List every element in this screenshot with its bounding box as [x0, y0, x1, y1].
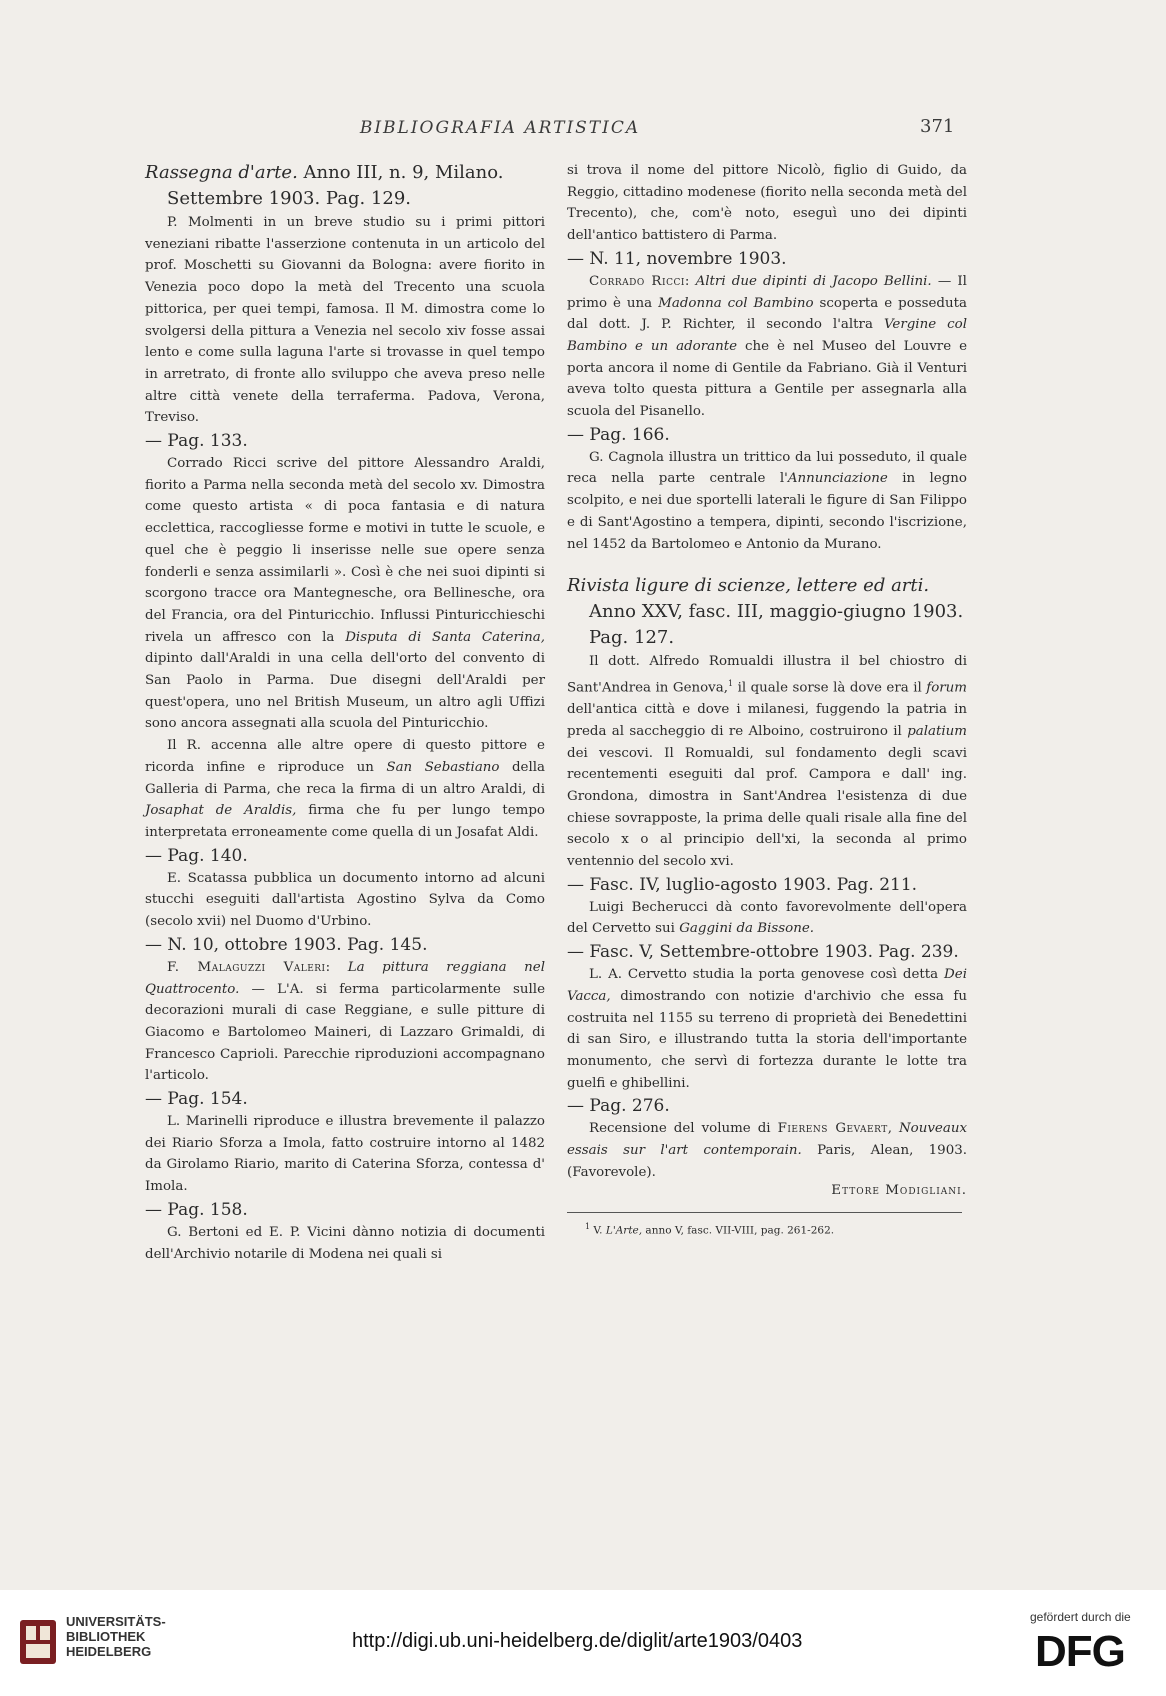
running-head: BIBLIOGRAFIA ARTISTICA	[359, 118, 641, 138]
heading-fasc-iv: — Fasc. IV, luglio-agosto 1903. Pag. 211.	[567, 874, 918, 895]
paragraph-ricci-bellini: Corrado Ricci: Altri due dipinti di Jacopo Bellini. — Il primo è una Madonna col Bambino scoperta e posseduta dal dott. J. P. Richter, il secondo l'altra Vergine col Bambino e un adorante che è nel Museo del Louvre e porta ancora il nome di Gentile da Fabriano. Già il Venturi aveva tolto questa pittura a Gentile per assegnarla alla scuola del Pisanello.	[567, 273, 968, 420]
digitization-url-link[interactable]: http://digi.ub.uni-heidelberg.de/diglit/arte1903/0403	[352, 1630, 803, 1652]
right-column	[567, 160, 967, 1239]
paragraph-scatassa: E. Scatassa pubblica un documento intorno ad alcuni stucchi eseguiti dall'artista Agostino Sylva da Como (secolo xvii) nel Duomo d'Urbino.	[145, 870, 545, 930]
heading-pag-158: — Pag. 158.	[145, 1199, 248, 1220]
heading-fasc-v: — Fasc. V, Settembre-ottobre 1903. Pag. 239.	[567, 942, 959, 963]
footer-bar	[0, 1590, 1166, 1696]
paragraph-malaguzzi: F. Malaguzzi Valeri: La pittura reggiana nel Quattrocento. — L'A. si ferma particolarmente sulle decorazioni murali di case Reggiane, e sulle pitture di Giacomo e Bartolomeo Maineri, di Lazzaro Grimaldi, di Francesco Caprioli. Parecchie riproduzioni accompagnano l'articolo.	[145, 959, 545, 1084]
heading-n10: — N. 10, ottobre 1903. Pag. 145.	[145, 934, 428, 955]
heading-rivista-ligure: Rivista ligure di scienze, lettere ed arti. Anno XXV, fasc. III, maggio-giugno 1903. Pag. 127.	[567, 575, 964, 649]
paragraph-ricci-sebastiano: Il R. accenna alle altre opere di questo pittore e ricorda infine e riproduce un San Sebastiano della Galleria di Parma, che reca la firma di un altro Araldi, di Josaphat de Araldis, firma che fu per lungo tempo interpretata erroneamente come quella di un Josafat Aldi.	[145, 738, 546, 840]
heading-pag-140: — Pag. 140.	[145, 845, 248, 866]
paragraph-bertoni: G. Bertoni ed E. P. Vicini dànno notizia di documenti dell'Archivio notarile di Modena nei quali si	[145, 1224, 545, 1262]
university-seal-icon	[18, 1618, 58, 1666]
paragraph-nicolo: si trova il nome del pittore Nicolò, figlio di Guido, da Reggio, cittadino modenese (fiorito nella seconda metà del Trecento), che, com'è noto, eseguì uno dei dipinti dell'antico battistero di Parma.	[567, 163, 967, 244]
paragraph-cervetto: L. A. Cervetto studia la porta genovese così detta Dei Vacca, dimostrando con notizie d'archivio che essa fu costruita nel 1155 su terreno di proprietà dei Benedettini di san Siro, e illustrando tutta la storia dell'importante monumento, che servì di fortezza durante le lotte tra guelfi e ghibellini.	[567, 967, 967, 1091]
paragraph-ricci-araldi: Corrado Ricci scrive del pittore Alessandro Araldi, fiorito a Parma nella seconda metà del secolo xv. Dimostra come questo artista « di poca fantasia e di natura ecclettica, raccogliesse forme e motivi in tutte le scuole, e quel che è peggio li inserisse nelle sue opere senza fonderli e senza assimilarli ». Così è che nei suoi dipinti si scorgono tracce ora Mantegnesche, ora Bellinesche, ora del Francia, ora del Pinturicchio. Influssi Pinturicchieschi rivela un affresco con la Disputa di Santa Caterina, dipinto dall'Araldi in una cella dell'orto del convento di San Paolo in Parma. Due disegni dell'Araldi per quest'opera, uno nel British Museum, un altro agli Uffizi sono ancora assegnati alla scuola del Pinturicchio.	[145, 456, 545, 732]
author-signature: Ettore Modigliani.	[831, 1183, 967, 1199]
heading-pag-276: — Pag. 276.	[567, 1096, 670, 1117]
heading-rassegna: Rassegna d'arte. Anno III, n. 9, Milano. Settembre 1903. Pag. 129.	[145, 162, 504, 209]
library-name: UNIVERSITÄTS- BIBLIOTHEK HEIDELBERG	[66, 1614, 166, 1659]
paragraph-cagnola: G. Cagnola illustra un trittico da lui posseduto, il quale reca nella parte centrale l'Annunciazione in legno scolpito, e nei due sportelli laterali le figure di San Filippo e di Sant'Agostino a tempera, dipinti, secondo l'iscrizione, nel 1452 da Bartolomeo e Antonio da Murano.	[567, 449, 967, 552]
paragraph-molmenti: P. Molmenti in un breve studio su i primi pittori veneziani ribatte l'asserzione contenuta in un articolo del prof. Moschetti su Giovanni da Bologna: avere fiorito in Venezia poco dopo la metà del Trecento una scuola pittorica, per quei tempi, famosa. Il M. dimostra come lo svolgersi della pittura a Venezia nel secolo xiv fosse assai lento e come sulla laguna l'arte si trovasse in quel tempo in arretrato, di fronte allo sviluppo che aveva preso nelle altre città venete della terraferma. Padova, Verona, Treviso.	[145, 215, 545, 426]
paragraph-romualdi: Il dott. Alfredo Romualdi illustra il bel chiostro di Sant'Andrea in Genova,$^1$ il quale sorse là dove era il forum dell'antica città e dove i milanesi, fuggendo la patria in preda al saccheggio di re Alboino, costruirono il palatium dei vescovi. Il Romualdi, sul fondamento degli scavi recentementi eseguiti dal prof. Campora e dall' ing. Grondona, dimostra in Sant'Andrea l'esistenza di due chiese sovrapposte, la prima delle quali risale alla fine del secolo x o al principio dell'xi, la seconda al primo ventennio del secolo xvi.	[567, 654, 967, 870]
page-number: 371	[920, 116, 955, 137]
footnote-reference: 1	[728, 678, 734, 688]
footnote-divider	[567, 1212, 962, 1213]
heading-pag-133: — Pag. 133.	[145, 431, 248, 452]
left-column	[145, 160, 545, 1265]
paragraph-becherucci: Luigi Becherucci dà conto favorevolmente dell'opera del Cervetto sui Gaggini da Bissone.	[567, 899, 967, 937]
paragraph-fierens: Recensione del volume di Fierens Gevaert, Nouveaux essais sur l'art contemporain. Paris, Alean, 1903. (Favorevole).	[567, 1121, 968, 1180]
heading-pag-154: — Pag. 154.	[145, 1089, 248, 1110]
dfg-logo: DFG	[1035, 1627, 1125, 1676]
footnote: $^1$ V. L'Arte, anno V, fasc. VII-VIII, pag. 261-262.	[585, 1222, 835, 1237]
funder-caption: gefördert durch die	[1030, 1610, 1131, 1624]
paragraph-marinelli: L. Marinelli riproduce e illustra brevemente il palazzo dei Riario Sforza a Imola, fatto costruire intorno al 1482 da Girolamo Riario, marito di Caterina Sforza, contessa d' Imola.	[145, 1114, 545, 1195]
journal-title-rivista: Rivista ligure di scienze, lettere ed arti.	[567, 575, 930, 597]
heading-pag-166: — Pag. 166.	[567, 424, 670, 445]
journal-title: Rassegna d'arte.	[145, 162, 298, 183]
heading-n11: — N. 11, novembre 1903.	[567, 248, 787, 269]
